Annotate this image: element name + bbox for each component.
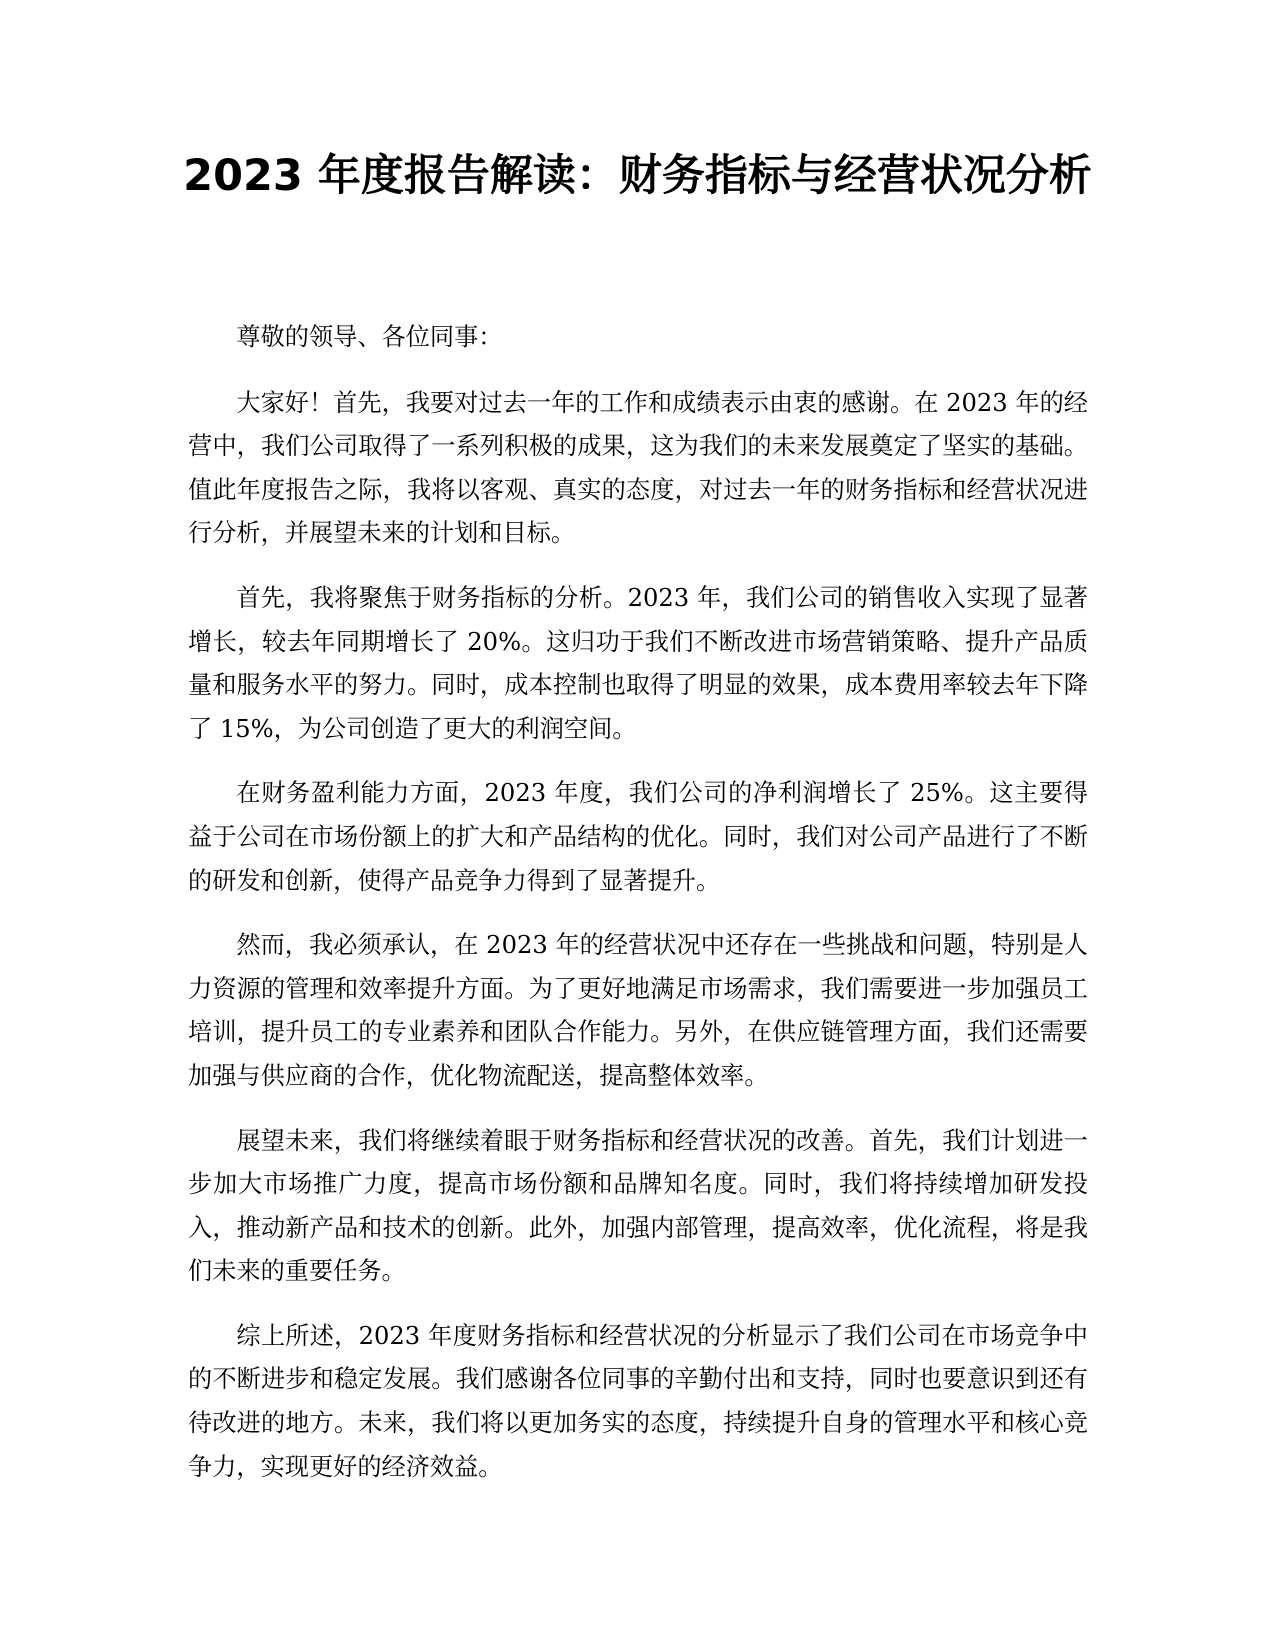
paragraph-intro: 大家好！首先，我要对过去一年的工作和成绩表示由衷的感谢。在 2023 年的经营中，我们公司取得了一系列积极的成果，这为我们的未来发展奠定了坚实的基础。值此年度报告之际，我将以客观、真实的态度，对过去一年的财务指标和经营状况进行分析，并展望未来的计划和目标。 [188, 388, 1088, 548]
paragraph-conclusion: 综上所述，2023 年度财务指标和经营状况的分析显示了我们公司在市场竞争中的不断进步和稳定发展。我们感谢各位同事的辛勤付出和支持，同时也要意识到还有待改进的地方。未来，我们将以更加务实的态度，持续提升自身的管理水平和核心竞争力，实现更好的经济效益。 [188, 1321, 1088, 1481]
paragraph-challenges: 然而，我必须承认，在 2023 年的经营状况中还存在一些挑战和问题，特别是人力资源的管理和效率提升方面。为了更好地满足市场需求，我们需要进一步加强员工培训，提升员工的专业素养和团队合作能力。另外，在供应链管理方面，我们还需要加强与供应商的合作，优化物流配送，提高整体效率。 [188, 931, 1088, 1090]
paragraph-profitability: 在财务盈利能力方面，2023 年度，我们公司的净利润增长了 25%。这主要得益于公司在市场份额上的扩大和产品结构的优化。同时，我们对公司产品进行了不断的研发和创新，使得产品竞争力得到了显著提升。 [188, 779, 1088, 895]
paragraph-outlook: 展望未来，我们将继续着眼于财务指标和经营状况的改善。首先，我们计划进一步加大市场推广力度，提高市场份额和品牌知名度。同时，我们将持续增加研发投入，推动新产品和技术的创新。此外，加强内部管理，提高效率，优化流程，将是我们未来的重要任务。 [188, 1126, 1088, 1286]
paragraph-financial-indicators: 首先，我将聚焦于财务指标的分析。2023 年，我们公司的销售收入实现了显著增长，较去年同期增长了 20%。这归功于我们不断改进市场营销策略、提升产品质量和服务水平的努力。同时，成本控制也取得了明显的效果，成本费用率较去年下降了 15%，为公司创造了更大的利润空间。 [188, 583, 1088, 743]
document-title: 2023 年度报告解读：财务指标与经营状况分析 [183, 151, 1092, 201]
greeting: 尊敬的领导、各位同事： [236, 323, 503, 351]
document-body [188, 316, 1088, 1510]
